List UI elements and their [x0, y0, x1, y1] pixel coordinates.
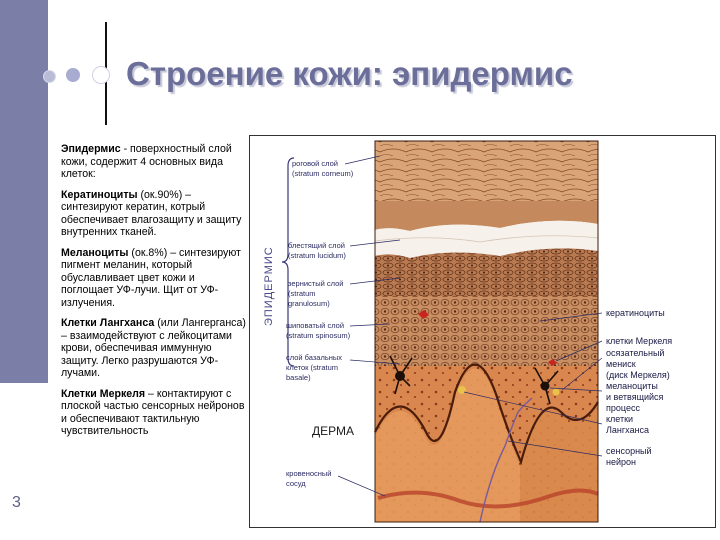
label-neuron: нейрон [606, 457, 636, 467]
label-basal-layer-3: basale) [286, 373, 311, 382]
desc-merkel: – контактируют с плоской частью сенсорных нейронов и обеспечивают тактильную чувствительность [61, 387, 245, 437]
label-horny-layer: роговой слой [292, 159, 338, 168]
slide-title: Строение кожи: эпидермис [126, 55, 573, 92]
term-melanocytes: Меланоциты [61, 246, 129, 259]
label-blood-vessel-2: сосуд [286, 479, 306, 488]
label-granular-layer: зернистый слой [288, 279, 344, 288]
decorative-dot-small [43, 70, 56, 83]
label-lucid-layer: блестящий слой [288, 241, 345, 250]
decorative-dot-large [92, 66, 110, 84]
paragraph-epidermis [61, 143, 249, 181]
label-process: процесс [606, 403, 640, 413]
description-text [61, 143, 249, 446]
label-spinous-layer-latin: (stratum spinosum) [286, 331, 351, 340]
term-merkel: Клетки Меркеля [61, 387, 146, 400]
label-langerhans-2: Лангханса [606, 425, 650, 435]
desc-melanocytes: (ок.8%) – синтезируют пигмент меланин, который обуславливает цвет кожи и поглощает УФ-лучи. Щит от УФ-излучения. [61, 246, 241, 309]
label-lucid-layer-latin: (stratum lucidum) [288, 251, 346, 260]
desc-langerhans: (или Лангерганса) – взаимодействуют с лейкоцитами крови, обеспечивая иммунную защиту. Легко разрушаются УФ-лучами. [61, 317, 246, 379]
term-langerhans: Клетки Лангханса [61, 317, 155, 329]
label-melanocytes: меланоциты [606, 381, 658, 391]
paragraph-langerhans [61, 317, 249, 380]
label-blood-vessel: кровеносный [286, 469, 332, 478]
sidebar-accent-bar [0, 0, 48, 383]
dermis-label: ДЕРМА [312, 424, 354, 438]
epidermis-label: ЭПИДЕРМИС [263, 246, 275, 326]
label-basal-layer-2: клеток (stratum [286, 363, 339, 372]
label-merkel-cells: клетки Меркеля [606, 336, 673, 346]
skin-tissue-illustration [375, 141, 598, 522]
label-meniscus: мениск [606, 359, 636, 369]
label-tactile: осязательный [606, 348, 665, 358]
slide-number: 3 [12, 494, 21, 511]
label-merkel-disc: (диск Меркеля) [606, 370, 670, 380]
label-keratinocytes: кератиноциты [606, 308, 665, 318]
skin-diagram-svg [250, 136, 715, 527]
label-granular-layer-latin-1: (stratum [288, 289, 316, 298]
paragraph-keratinocytes [61, 189, 249, 239]
label-spinous-layer: шиповатый слой [286, 321, 345, 330]
label-horny-layer-latin: (stratum corneum) [292, 169, 354, 178]
term-epidermis: Эпидермис [61, 143, 121, 155]
desc-epidermis: - поверхностный слой кожи, содержит 4 основных вида клеток: [61, 143, 232, 180]
decorative-dot-medium [66, 68, 80, 82]
label-langerhans: клетки [606, 414, 634, 424]
paragraph-melanocytes [61, 247, 249, 310]
label-basal-layer: слой базальных [286, 353, 343, 362]
desc-keratinocytes: (ок.90%) – синтезируют кератин, котрый обеспечивает влагозащиту и защиту внутренних тканей. [61, 188, 242, 238]
term-keratinocytes: Кератиноциты [61, 188, 138, 201]
paragraph-merkel [61, 388, 249, 438]
label-sensory: сенсорный [606, 446, 652, 456]
skin-structure-figure [249, 135, 716, 528]
label-branching: и ветвящийся [606, 392, 664, 402]
label-granular-layer-latin-2: granulosum) [288, 299, 330, 308]
